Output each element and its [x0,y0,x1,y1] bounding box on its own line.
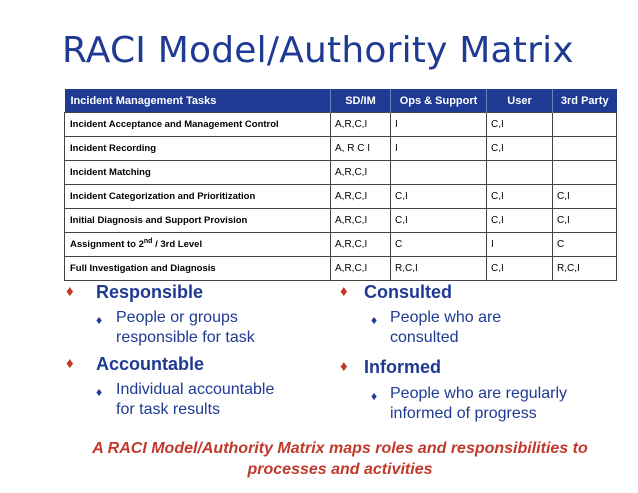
role-cell: R,C,I [391,257,487,281]
diamond-bullet-icon: ♦ [96,385,103,399]
diamond-bullet-icon: ♦ [371,313,378,327]
role-cell: A, R C I [331,137,391,161]
role-cell: R,C,I [553,257,617,281]
role-cell: A,R,C,I [331,113,391,137]
bullet-informed-sub: People who are regularly [390,385,567,402]
role-cell: C,I [487,113,553,137]
task-cell: Assignment to 2nd / 3rd Level [65,233,331,257]
bullet-responsible-sub: People or groups [116,309,238,326]
task-cell: Incident Categorization and Prioritization [65,185,331,209]
task-cell: Incident Acceptance and Management Control [65,113,331,137]
role-cell: I [391,137,487,161]
column-header: 3rd Party [553,89,617,113]
column-header: Incident Management Tasks [65,89,331,113]
table-row [65,257,617,281]
role-cell: C [553,233,617,257]
role-cell: C,I [487,209,553,233]
role-cell [391,161,487,185]
bullet-informed-sub: informed of progress [390,405,537,422]
bullet-responsible: Responsible [96,282,204,302]
role-cell: C,I [391,185,487,209]
role-cell [553,113,617,137]
role-cell: A,R,C,I [331,209,391,233]
bullet-accountable-sub: Individual accountable [116,381,275,398]
role-cell: C,I [553,209,617,233]
role-cell [487,161,553,185]
role-cell: C,I [391,209,487,233]
diamond-bullet-icon: ♦ [340,358,348,375]
role-cell [553,161,617,185]
bullet-accountable: Accountable [96,354,205,374]
role-cell: A,R,C,I [331,233,391,257]
diamond-bullet-icon: ♦ [371,389,378,403]
bullet-consulted: Consulted [364,282,452,302]
role-cell [553,137,617,161]
task-cell: Incident Matching [65,161,331,185]
table-row [65,233,617,257]
column-header: Ops & Support [391,89,487,113]
task-cell: Full Investigation and Diagnosis [65,257,331,281]
table-header-row [65,89,617,113]
table-row [65,161,617,185]
diamond-bullet-icon: ♦ [66,355,74,372]
raci-table [64,89,617,281]
role-cell: A,R,C,I [331,257,391,281]
task-cell: Initial Diagnosis and Support Provision [65,209,331,233]
page-title: RACI Model/Authority Matrix [62,30,574,71]
role-cell: C,I [487,257,553,281]
diamond-bullet-icon: ♦ [340,283,348,300]
role-cell: A,R,C,I [331,185,391,209]
task-cell: Incident Recording [65,137,331,161]
role-cell: C,I [487,185,553,209]
bullet-accountable-sub: for task results [116,401,221,418]
footer-caption [60,438,620,480]
role-cell: C [391,233,487,257]
table-row [65,185,617,209]
diamond-bullet-icon: ♦ [96,313,103,327]
role-cell: C,I [487,137,553,161]
table-row [65,113,617,137]
bullet-consulted-sub: People who are [390,309,502,326]
footer-line: processes and activities [247,461,433,478]
column-header: User [487,89,553,113]
bullet-responsible-sub: responsible for task [116,329,255,346]
role-cell: I [391,113,487,137]
bullet-informed: Informed [364,357,442,377]
column-header: SD/IM [331,89,391,113]
role-cell: C,I [553,185,617,209]
table-row [65,209,617,233]
role-cell: A,R,C,I [331,161,391,185]
bullet-consulted-sub: consulted [390,329,459,346]
table-row [65,137,617,161]
footer-line: A RACI Model/Authority Matrix maps roles and responsibilities to [92,440,588,457]
role-cell: I [487,233,553,257]
diamond-bullet-icon: ♦ [66,283,74,300]
